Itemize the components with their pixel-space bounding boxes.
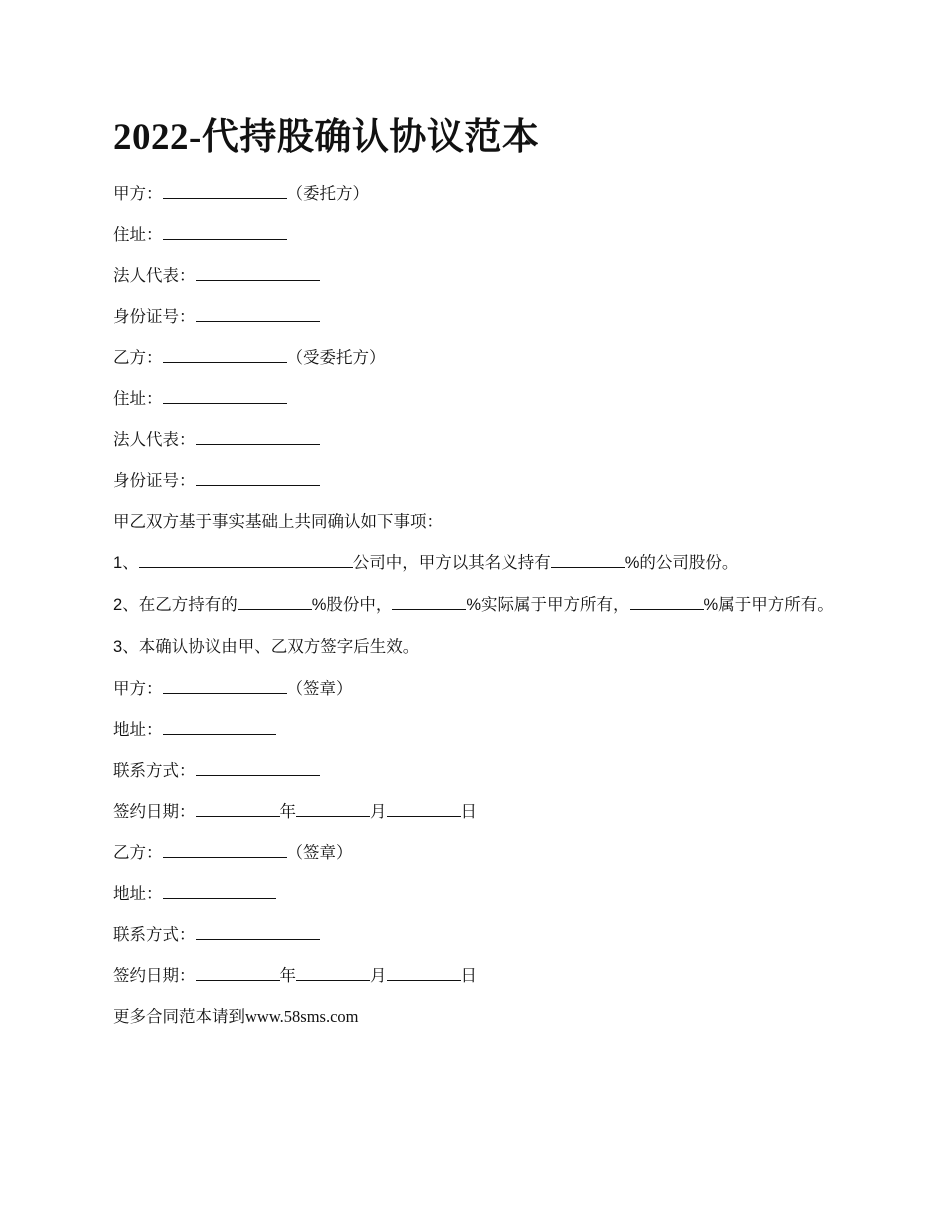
- sign-b-label: 乙方：: [113, 843, 163, 862]
- party-b-blank: [163, 346, 287, 363]
- party-b-rep-blank: [196, 428, 320, 445]
- sign-a-day: 日: [460, 802, 477, 821]
- sign-a-blank: [163, 677, 287, 694]
- clause-3-number: 3: [113, 638, 123, 656]
- sign-a-address-blank: [163, 718, 276, 735]
- sign-b-year-blank: [196, 964, 280, 981]
- party-a-id-blank: [196, 305, 320, 322]
- sign-b-day-blank: [387, 964, 461, 981]
- clause-2-blank-2: [392, 593, 466, 610]
- clause-1-text-b: 的公司股份。: [639, 553, 739, 572]
- footer-line: [113, 1005, 853, 1028]
- sign-b-contact-blank: [196, 923, 320, 940]
- sign-b-year: 年: [279, 966, 296, 985]
- clause-1-percent-sign: %: [624, 554, 640, 572]
- party-a-label: 甲方：: [113, 184, 163, 203]
- sign-a-line: [113, 677, 853, 700]
- clause-1-percent-blank: [551, 551, 625, 568]
- sign-a-contact-blank: [196, 759, 320, 776]
- sign-b-contact-line: [113, 923, 853, 946]
- intro-line: 甲乙双方基于事实基础上共同确认如下事项：: [113, 512, 443, 531]
- party-b-id-line: [113, 469, 853, 492]
- sign-a-month: 月: [370, 802, 387, 821]
- party-b-id-label: 身份证号：: [113, 471, 196, 490]
- sign-a-month-blank: [296, 800, 370, 817]
- clause-1: [113, 551, 853, 575]
- sign-b-date-label: 签约日期：: [113, 966, 196, 985]
- party-a-rep-label: 法人代表：: [113, 266, 196, 285]
- sign-a-date-line: [113, 800, 853, 823]
- clause-3: [113, 635, 853, 659]
- party-b-label: 乙方：: [113, 348, 163, 367]
- document-page: [113, 112, 853, 1046]
- sign-a-seal: （签章）: [286, 679, 353, 698]
- sign-b-date-line: [113, 964, 853, 987]
- sign-b-address-line: [113, 882, 853, 905]
- clause-2-text-a: 、在乙方持有的: [122, 595, 238, 614]
- party-b-rep-line: [113, 428, 853, 451]
- sign-a-year: 年: [279, 802, 296, 821]
- sign-a-label: 甲方：: [113, 679, 163, 698]
- clause-2-text-b: 股份中，: [326, 595, 393, 614]
- party-a-id-line: [113, 305, 853, 328]
- document-title: 2022-代持股确认协议范本: [113, 117, 540, 158]
- footer-text: 更多合同范本请到: [113, 1007, 245, 1026]
- party-a-address-blank: [163, 223, 287, 240]
- sign-b-contact-label: 联系方式：: [113, 925, 196, 944]
- clause-2: [113, 593, 853, 616]
- sign-a-contact-line: [113, 759, 853, 782]
- party-a-role: （委托方）: [286, 184, 369, 203]
- sign-b-day: 日: [460, 966, 477, 985]
- sign-a-date-label: 签约日期：: [113, 802, 196, 821]
- party-b-role: （受委托方）: [286, 348, 386, 367]
- sign-b-address-blank: [163, 882, 276, 899]
- clause-1-text-a: 公司中，甲方以其名义持有: [352, 553, 551, 572]
- party-a-line: [113, 182, 853, 205]
- sign-a-address-label: 地址：: [113, 720, 163, 739]
- clause-2-blank-1: [238, 593, 312, 610]
- sign-b-seal: （签章）: [286, 843, 353, 862]
- party-a-blank: [163, 182, 287, 199]
- sign-a-day-blank: [387, 800, 461, 817]
- party-a-address-label: 住址：: [113, 225, 163, 244]
- footer-link[interactable]: www.58sms.com: [245, 1007, 359, 1026]
- clause-2-blank-3: [630, 593, 704, 610]
- clause-1-number: 1: [113, 554, 123, 572]
- clause-2-percent-3: %: [703, 596, 719, 614]
- clause-3-text: 、本确认协议由甲、乙双方签字后生效。: [122, 637, 420, 656]
- party-b-line: [113, 346, 853, 369]
- clause-1-separator: 、: [122, 553, 139, 572]
- party-b-rep-label: 法人代表：: [113, 430, 196, 449]
- sign-b-month: 月: [370, 966, 387, 985]
- party-b-address-label: 住址：: [113, 389, 163, 408]
- party-b-address-line: [113, 387, 853, 410]
- clause-2-text-d: 属于甲方所有。: [718, 595, 834, 614]
- party-a-id-label: 身份证号：: [113, 307, 196, 326]
- clause-2-percent-2: %: [466, 596, 482, 614]
- clause-1-company-blank: [139, 551, 353, 568]
- sign-b-blank: [163, 841, 287, 858]
- sign-b-address-label: 地址：: [113, 884, 163, 903]
- party-b-address-blank: [163, 387, 287, 404]
- party-a-address-line: [113, 223, 853, 246]
- sign-a-year-blank: [196, 800, 280, 817]
- party-a-rep-line: [113, 264, 853, 287]
- clause-2-number: 2: [113, 596, 123, 614]
- clause-2-percent-1: %: [311, 596, 327, 614]
- sign-b-month-blank: [296, 964, 370, 981]
- party-b-id-blank: [196, 469, 320, 486]
- sign-a-address-line: [113, 718, 853, 741]
- clause-2-text-c: 实际属于甲方所有，: [481, 595, 630, 614]
- sign-a-contact-label: 联系方式：: [113, 761, 196, 780]
- sign-b-line: [113, 841, 853, 864]
- party-a-rep-blank: [196, 264, 320, 281]
